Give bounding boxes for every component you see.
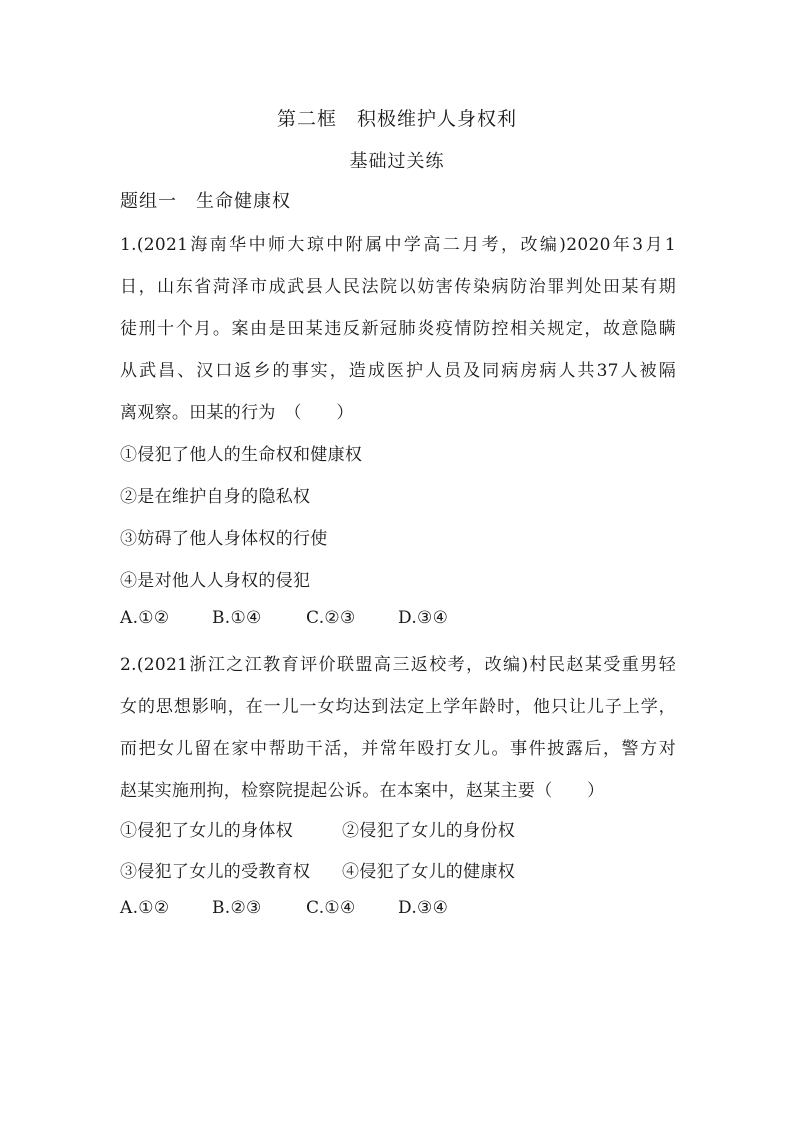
q1-option-d[interactable]: D.③④ [398, 608, 449, 628]
q1-stem-line: 1.(2021海南华中师大琼中附属中学高二月考，改编)2020年3月1 [120, 235, 676, 255]
q2-stem-line: 女的思想影响，在一儿一女均达到法定上学年龄时，他只让儿子上学， [120, 697, 676, 717]
q2-statement: ③侵犯了女儿的受教育权 [120, 862, 311, 882]
q1-option-a[interactable]: A.①② [120, 608, 170, 628]
q2-stem-line: 2.(2021浙江之江教育评价联盟高三返校考，改编)村民赵某受重男轻 [120, 655, 676, 675]
q1-option-c[interactable]: C.②③ [306, 608, 356, 628]
q2-options [120, 898, 448, 918]
q2-option-b[interactable]: B.②③ [212, 898, 262, 918]
q2-statement: ①侵犯了女儿的身体权 [120, 821, 293, 841]
q2-option-d[interactable]: D.③④ [398, 898, 449, 918]
q2-statement: ②侵犯了女儿的身份权 [342, 821, 515, 841]
q1-statement: ③妨碍了他人身体权的行使 [120, 529, 328, 549]
q2-stem-line: 而把女儿留在家中帮助干活，并常年殴打女儿。事件披露后，警方对 [120, 739, 676, 759]
q2-option-c[interactable]: C.①④ [306, 898, 356, 918]
q2-statement-row [120, 816, 515, 841]
q1-statement: ②是在维护自身的隐私权 [120, 487, 311, 507]
q1-stem-line: 徒刑十个月。案由是田某违反新冠肺炎疫情防控相关规定，故意隐瞒 [120, 319, 676, 339]
q2-statement-row [120, 857, 515, 882]
section-title: 第二框 积极维护人身权利 [276, 108, 517, 130]
q2-stem-line: 赵某实施刑拘，检察院提起公诉。在本案中，赵某主要（ ） [120, 781, 605, 801]
q1-statement: ④是对他人人身权的侵犯 [120, 571, 311, 591]
q1-options [120, 608, 448, 628]
group-heading: 题组一 生命健康权 [120, 191, 291, 212]
q1-option-b[interactable]: B.①④ [212, 608, 262, 628]
q1-stem-line: 离观察。田某的行为 （ ） [120, 403, 354, 423]
q2-statement: ④侵犯了女儿的健康权 [342, 862, 515, 882]
q1-stem-line: 日，山东省菏泽市成武县人民法院以妨害传染病防治罪判处田某有期 [120, 277, 676, 297]
section-subtitle: 基础过关练 [349, 151, 445, 172]
q1-stem-line: 从武昌、汉口返乡的事实，造成医护人员及同病房病人共37人被隔 [120, 361, 676, 381]
q1-statement: ①侵犯了他人的生命权和健康权 [120, 445, 363, 465]
q2-option-a[interactable]: A.①② [120, 898, 170, 918]
